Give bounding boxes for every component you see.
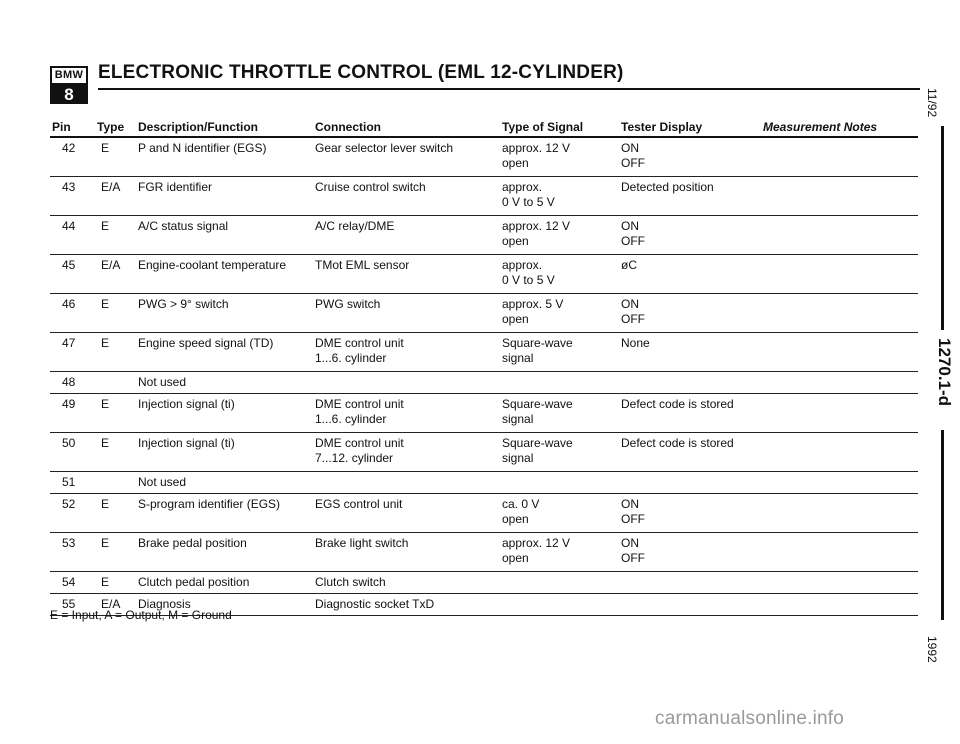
- pin-cell: 49: [62, 397, 76, 411]
- connection-cell-line: Diagnostic socket TxD: [315, 597, 435, 611]
- type-cell: E: [101, 436, 110, 450]
- connection-cell: [315, 536, 408, 551]
- type-cell: E/A: [101, 258, 121, 272]
- signal-cell-line: ca. 0 V: [502, 497, 540, 511]
- signal-cell-line: open: [502, 551, 529, 565]
- signal-cell-line: Square-wave: [502, 436, 573, 450]
- col-header-tester: Tester Display: [621, 120, 703, 134]
- signal-cell-line: approx.: [502, 258, 543, 272]
- table-row: [50, 216, 918, 255]
- connection-cell-line: DME control unit: [315, 336, 404, 350]
- description-cell: [138, 336, 273, 351]
- signal-cell: [502, 141, 570, 171]
- tester-display-cell-line: ON: [621, 536, 639, 550]
- tester-display-cell: [621, 497, 645, 527]
- signal-cell-line: open: [502, 312, 529, 326]
- tester-display-cell-line: Defect code is stored: [621, 436, 734, 450]
- connection-cell-line: Brake light switch: [315, 536, 409, 550]
- tester-display-cell: [621, 397, 734, 412]
- tester-display-cell: [621, 297, 645, 327]
- connection-cell-line: PWG switch: [315, 297, 381, 311]
- signal-cell: [502, 219, 570, 249]
- connection-cell: [315, 497, 402, 512]
- signal-cell-line: signal: [502, 351, 534, 365]
- connection-cell-line: Clutch switch: [315, 575, 386, 589]
- table-row: [50, 138, 918, 177]
- description-cell-line: Injection signal (ti): [138, 436, 235, 450]
- description-cell-line: PWG > 9° switch: [138, 297, 229, 311]
- signal-cell-line: open: [502, 156, 529, 170]
- type-cell: E/A: [101, 597, 121, 611]
- connection-cell: [315, 258, 409, 273]
- description-cell: [138, 258, 286, 273]
- tester-display-cell-line: ON: [621, 141, 639, 155]
- description-cell: [138, 475, 186, 490]
- description-cell: [138, 219, 228, 234]
- connection-cell: [315, 397, 404, 427]
- description-cell: [138, 497, 280, 512]
- signal-cell-line: approx. 12 V: [502, 141, 571, 155]
- table-row: [50, 472, 918, 494]
- col-header-notes: Measurement Notes: [763, 120, 878, 134]
- type-cell: E: [101, 297, 110, 311]
- tester-display-cell-line: ON: [621, 297, 639, 311]
- signal-cell: [502, 397, 573, 427]
- connection-cell-line: EGS control unit: [315, 497, 403, 511]
- tester-display-cell: [621, 219, 645, 249]
- signal-cell-line: Square-wave: [502, 336, 573, 350]
- col-header-pin: Pin: [52, 120, 71, 134]
- pin-cell: 50: [62, 436, 76, 450]
- col-header-type: Type: [97, 120, 125, 134]
- signal-cell-line: signal: [502, 412, 534, 426]
- signal-cell-line: 0 V to 5 V: [502, 273, 555, 287]
- pin-cell: 55: [62, 597, 76, 611]
- signal-cell: [502, 180, 555, 210]
- tester-display-cell: [621, 536, 645, 566]
- signal-cell-line: approx. 12 V: [502, 536, 571, 550]
- description-cell-line: P and N identifier (EGS): [138, 141, 267, 155]
- description-cell: [138, 375, 186, 390]
- type-cell: E: [101, 397, 110, 411]
- side-year: 1992: [925, 636, 939, 663]
- pin-cell: 51: [62, 475, 76, 489]
- signal-cell-line: 0 V to 5 V: [502, 195, 555, 209]
- table-row: [50, 333, 918, 372]
- col-header-connection: Connection: [315, 120, 381, 134]
- pin-cell: 43: [62, 180, 76, 194]
- watermark: carmanualsonline.info: [655, 708, 845, 729]
- signal-cell-line: approx.: [502, 180, 543, 194]
- connection-cell-line: TMot EML sensor: [315, 258, 410, 272]
- tester-display-cell-line: OFF: [621, 512, 645, 526]
- table-row: [50, 177, 918, 216]
- description-cell-line: Injection signal (ti): [138, 397, 235, 411]
- type-cell: E: [101, 336, 110, 350]
- tester-display-cell-line: ON: [621, 219, 639, 233]
- side-rule-lower: [941, 430, 944, 620]
- tester-display-cell-line: Defect code is stored: [621, 397, 734, 411]
- title-rule: [98, 88, 920, 90]
- table-row: [50, 255, 918, 294]
- table-row: [50, 294, 918, 333]
- connection-cell: [315, 297, 380, 312]
- col-header-description: Description/Function: [138, 120, 258, 134]
- connection-cell-line: 1...6. cylinder: [315, 351, 387, 365]
- description-cell-line: Diagnosis: [138, 597, 191, 611]
- description-cell-line: S-program identifier (EGS): [138, 497, 281, 511]
- connection-cell-line: DME control unit: [315, 436, 404, 450]
- connection-cell: [315, 141, 453, 156]
- description-cell-line: Brake pedal position: [138, 536, 247, 550]
- pin-cell: 52: [62, 497, 76, 511]
- description-cell: [138, 436, 235, 451]
- table-row: [50, 494, 918, 533]
- type-cell: E/A: [101, 180, 121, 194]
- footnote-legend: E = Input, A = Output, M = Ground: [50, 608, 232, 622]
- description-cell: [138, 297, 229, 312]
- table-row: [50, 394, 918, 433]
- connection-cell-line: DME control unit: [315, 397, 404, 411]
- pin-table: [50, 138, 918, 616]
- table-row: [50, 572, 918, 594]
- table-header: [50, 120, 918, 136]
- signal-cell-line: approx. 5 V: [502, 297, 564, 311]
- tester-display-cell-line: OFF: [621, 551, 645, 565]
- pin-cell: 48: [62, 375, 76, 389]
- description-cell: [138, 536, 247, 551]
- connection-cell: [315, 219, 394, 234]
- signal-cell-line: Square-wave: [502, 397, 573, 411]
- signal-cell: [502, 436, 573, 466]
- connection-cell: [315, 336, 404, 366]
- tester-display-cell-line: Detected position: [621, 180, 714, 194]
- description-cell: [138, 575, 249, 590]
- pin-cell: 42: [62, 141, 76, 155]
- description-cell: [138, 180, 212, 195]
- pin-cell: 44: [62, 219, 76, 233]
- tester-display-cell: [621, 180, 714, 195]
- pin-cell: 47: [62, 336, 76, 350]
- tester-display-cell: [621, 436, 734, 451]
- signal-cell: [502, 297, 563, 327]
- side-section-code: 1270.1-d: [935, 338, 954, 407]
- description-cell-line: Clutch pedal position: [138, 575, 250, 589]
- signal-cell: [502, 258, 555, 288]
- bmw-logo: [50, 66, 88, 104]
- table-row: [50, 372, 918, 394]
- col-header-signal: Type of Signal: [502, 120, 584, 134]
- type-cell: E: [101, 536, 110, 550]
- pin-cell: 53: [62, 536, 76, 550]
- connection-cell-line: 7...12. cylinder: [315, 451, 394, 465]
- type-cell: E: [101, 219, 110, 233]
- description-cell-line: Not used: [138, 375, 187, 389]
- tester-display-cell-line: øC: [621, 258, 637, 272]
- side-rule-upper: [941, 126, 944, 330]
- description-cell-line: Not used: [138, 475, 187, 489]
- page-title: ELECTRONIC THROTTLE CONTROL (EML 12-CYLINDER): [98, 62, 624, 83]
- signal-cell-line: signal: [502, 451, 534, 465]
- table-row: [50, 533, 918, 572]
- logo-text-bottom: 8: [52, 85, 86, 104]
- signal-cell: [502, 336, 573, 366]
- signal-cell: [502, 536, 570, 566]
- description-cell-line: FGR identifier: [138, 180, 213, 194]
- pin-cell: 45: [62, 258, 76, 272]
- tester-display-cell: [621, 336, 650, 351]
- tester-display-cell-line: None: [621, 336, 650, 350]
- signal-cell-line: open: [502, 512, 529, 526]
- tester-display-cell-line: OFF: [621, 156, 645, 170]
- signal-cell: [502, 497, 539, 527]
- type-cell: E: [101, 575, 110, 589]
- tester-display-cell-line: OFF: [621, 234, 645, 248]
- type-cell: E: [101, 497, 110, 511]
- pin-cell: 54: [62, 575, 76, 589]
- connection-cell: [315, 180, 426, 195]
- description-cell-line: Engine-coolant temperature: [138, 258, 287, 272]
- table-row: [50, 433, 918, 472]
- tester-display-cell: [621, 141, 645, 171]
- description-cell: [138, 141, 267, 156]
- description-cell-line: Engine speed signal (TD): [138, 336, 274, 350]
- connection-cell-line: Gear selector lever switch: [315, 141, 454, 155]
- signal-cell-line: open: [502, 234, 529, 248]
- signal-cell-line: approx. 12 V: [502, 219, 571, 233]
- description-cell: [138, 397, 235, 412]
- connection-cell-line: 1...6. cylinder: [315, 412, 387, 426]
- connection-cell: [315, 597, 434, 612]
- pin-cell: 46: [62, 297, 76, 311]
- description-cell-line: A/C status signal: [138, 219, 229, 233]
- tester-display-cell-line: ON: [621, 497, 639, 511]
- connection-cell: [315, 575, 386, 590]
- tester-display-cell: [621, 258, 637, 273]
- type-cell: E: [101, 141, 110, 155]
- logo-text-top: BMW: [52, 68, 86, 85]
- tester-display-cell-line: OFF: [621, 312, 645, 326]
- connection-cell: [315, 436, 404, 466]
- connection-cell-line: A/C relay/DME: [315, 219, 395, 233]
- connection-cell-line: Cruise control switch: [315, 180, 426, 194]
- side-date: 11/92: [925, 88, 939, 118]
